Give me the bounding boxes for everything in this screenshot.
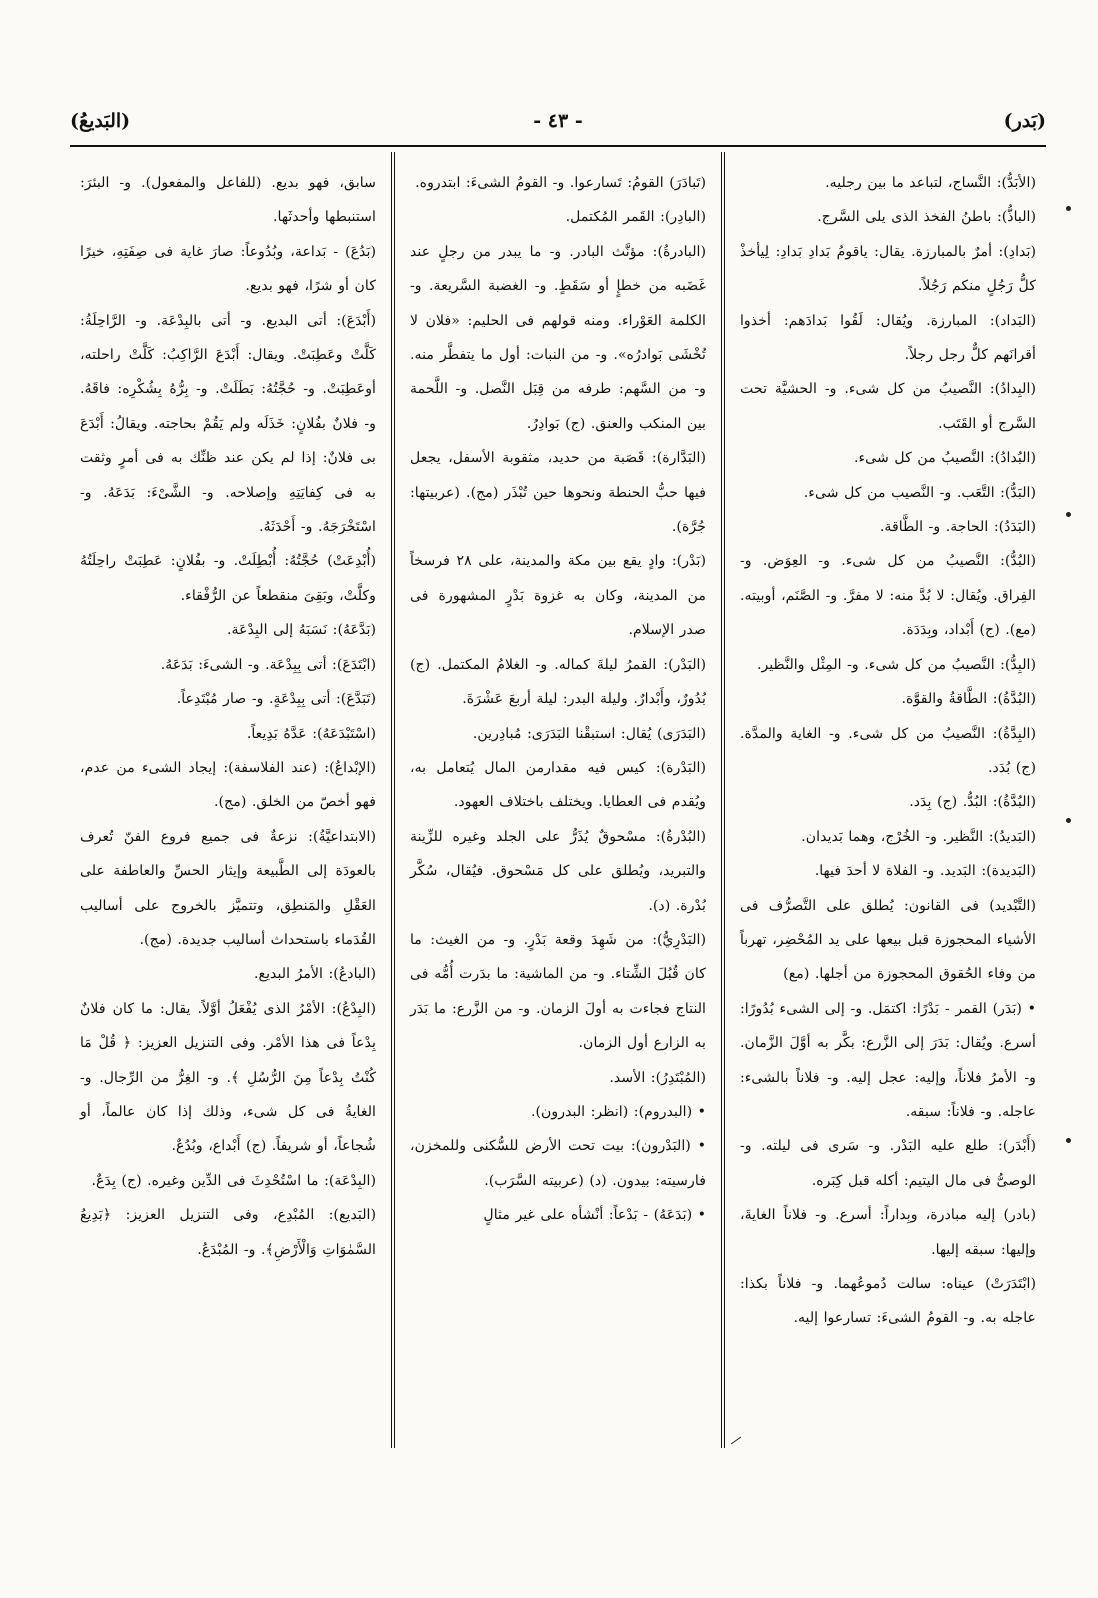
dictionary-entry: • (البدروم): (انظر: البدرون). xyxy=(530,1103,706,1120)
dictionary-entry: (الأبَدُّ): النَّساج، لتباعد ما بين رجليه. xyxy=(825,175,1036,191)
dictionary-entry: (البُدُّ): النَّصيبُ من كل شىء. و- العِوَض. و- الفِراق. ويُقال: لا بُدَّ منه: لا مفرَّ. و- الصَّنَم، أوبيته. (مع). (ج) أَبْداد، وبِدَدَة. xyxy=(739,553,1036,639)
dictionary-entry: (البادِر): القَمر المُكتمل. xyxy=(565,209,706,226)
header-root-word: (بَدر) xyxy=(1003,110,1046,132)
margin-dot xyxy=(1066,512,1071,517)
dictionary-entry: (البُدْرةُ): مسْحوقٌ يُذَرُّ على الجلد وغيره للزِّينة والتبريد، ويُطلق على كل مَسْحوق. فيُقال، سُكَّر بُدْرة. (د). xyxy=(409,828,706,914)
margin-dot xyxy=(1066,818,1071,823)
dictionary-entry: (البُدادُ): النَّصيبُ من كل شىء. xyxy=(854,450,1036,467)
dictionary-entry: (المُبْتَدِرُ): الأسد. xyxy=(609,1069,706,1086)
column-middle xyxy=(400,152,716,1448)
dictionary-entry: (بَدادِ): أمرٌ بالمبارزة. يقال: ياقومُ بَدادِ بَدادِ: لِيأخذْ كلُّ رَجُلٍ منكم رَجُلاً. xyxy=(739,243,1036,295)
dictionary-entry: (البَديدة): البَديد. و- الفلاة لا أحدَ فيها. xyxy=(814,863,1036,880)
dictionary-entry: (البَدْرِيُّ): من شَهِدَ وقعة بَدْرٍ. و- من الغيث: ما كان قُبُلَ الشِّتاء. و- من الماشية: ما بدَرت أُمُّه فى النتاج فجاءت به أولَ الزمان. و- من الزَّرع: ما بَدَر به الزارع أول الزمان. xyxy=(409,931,706,1052)
margin-dot xyxy=(1066,206,1071,211)
dictionary-entry: (أُبْدِعَتْ) حُجَّتُهُ: أُبْطِلَتْ. و- بفُلانٍ: عَطِبَتْ راحِلَتُهُ وكلَّتْ، وبَقِىَ منقطعاً عن الرُّفْقاء. xyxy=(79,553,376,604)
dictionary-entry: (البِدْعُ): الأمْرُ الذى يُفْعَلُ أوَّلاً. يقال: ما كان فلانٌ بِدْعاً فى هذا الأمْر. وفى التنزيل العزيز: ﴿ قُلْ مَا كُنْتُ بِدْعاً مِنَ الرُّسُلِ ﴾. و- الغِرُّ من الرِّجال. و- الغايةُ فى كل شىء، وذلك إذا كان عالماً، أو شُجاعاً، أو شريفاً. (ج) أَبْداع، وبُدُعٌ. xyxy=(79,1000,376,1155)
column-divider xyxy=(391,152,395,1448)
columns xyxy=(70,152,1046,1448)
dictionary-entry: (البِدَّةُ): النَّصيبُ من كل شىء. و- الغاية والمدَّة. (ج) بُدَد. xyxy=(739,725,1036,776)
dictionary-entry: (البُدَّةُ): الطَّاقةُ والقوَّة. xyxy=(901,691,1036,708)
dictionary-entry: (بَدْر): وادٍ يقع بين مكة والمدينة، على ٢٨ فرسخاً من المدينة، وكان به غزوة بَدْرٍ المشهورة فى صدر الإسلام. xyxy=(409,553,706,639)
dictionary-entry: (البَدَدُ): الحاجة. و- الطَّاقة. xyxy=(879,519,1036,536)
dictionary-entry: (أَبْدَعَ): أتى البديع. و- أتى بالبِدْعَة. و- الرَّاحِلَةُ: كَلَّتْ وعَطِبَتْ. ويقال: أَبْدَعَ الرَّاكِبُ: كَلَّتْ راحلته، أوعَطِبَتْ. و- حُجَّتُهُ: بَطَلَتْ. و- بِرُّهُ بِشُكْرِه: فاقَهُ. و- فلانٌ بفُلانٍ: خَذَلَه ولم يَقُمْ بحاجته. ويقالُ: أَبْدَعَ بى فلانٌ: إذا لم يكن عند ظنِّك به فى أمرٍ وثقت به فى كِفايَتِهِ وإصلاحه. و- الشَّىْءَ: بَدَعَهُ. و- اسْتَخْرَجَهُ. و- أَحْدَثَهُ. xyxy=(79,312,376,536)
dictionary-entry: (البادعُ): الأمرُ البديع. xyxy=(254,966,376,983)
header-rule xyxy=(70,145,1046,147)
page-header xyxy=(70,104,1046,138)
dictionary-entry: (اسْتَبْدَعَهُ): عَدَّهُ بَدِيعاً. xyxy=(246,725,376,742)
dictionary-entry: (تَبادَرَ) القومُ: تَسارعوا. و- القومُ الشىءَ: ابتدروه. xyxy=(415,175,706,191)
dictionary-entry: (أَبْدَر): طلع عليه البَدْر. و- سَرى فى ليلته. و- الوصىُّ فى مال اليتيم: أكله قبل كِبَره. xyxy=(739,1138,1036,1189)
dictionary-entry: (ابْتَدَعَ): أتى بِبِدْعَة. و- الشىءَ: بَدَعَهُ. xyxy=(160,656,376,673)
dictionary-entry: (الإبْداعُ): (عند الفلاسفة): إيجاد الشىء من عدم، فهو أخصّ من الخلق. (مج). xyxy=(79,759,376,811)
dictionary-entry: • (البَدْرون): بيت تحت الأرض للسُّكنى وللمخزن، فارسيته: بيدون. (د) (عربيته السَّرَب). xyxy=(409,1138,706,1189)
dictionary-entry: (تَبَدَّعَ): أتى بِبِدْعَةٍ. و- صار مُبْتَدِعاً. xyxy=(176,691,376,708)
dictionary-entry: (الابتداعيَّةُ): نزعةٌ فى جميع فروع الفنّ تُعرف بالعودَة إلى الطَّبيعة وإيثار الحسِّ والعاطفة على العَقْلِ والمَنطِق، وتتميَّز بالخروج على أساليب القُدَماء باستحداث أساليب جديدة. (مج). xyxy=(79,828,376,948)
dictionary-entry: (البِدْعَة): ما اسْتُحْدِثَ فى الدِّين وغيره. (ج) بِدَعٌ. xyxy=(91,1172,376,1189)
dictionary-entry: (ابْتَدَرَتْ) عيناه: سالت دُموعُهما. و- فلاناً بكذا: عاجله به. و- القومُ الشىءَ: تسارعوا إليه. xyxy=(739,1276,1036,1327)
dictionary-entry: (البَديع): المُبْدِع، وفى التنزيل العزيز: ﴿بَدِيعُ السَّمٰوَاتِ وَالْأَرْضِ﴾. و- المُبْدَعُ. xyxy=(79,1207,376,1258)
dictionary-entry: سابق، فهو بديع. (للفاعل والمفعول). و- البئرَ: استنبطها وأحدثَها. xyxy=(79,175,376,226)
dictionary-entry: (البَدَرَى) يُقال: استبقْنا البَدَرَى: مُبادِرين. xyxy=(472,725,706,742)
column-divider xyxy=(721,152,725,1448)
dictionary-entry: (البِدادُ): النَّصيبُ من كل شىء. و- الحشيَّة تحت السَّرج أو القَتَب. xyxy=(739,381,1036,432)
dictionary-entry: (البادرةُ): مؤنَّث البادر. و- ما يبدر من رجلٍ عند غَضَبه من خطإٍ أو سَقَطٍ. و- الغضبة السَّريعة. و- الكلمة العَوْراء. ومنه قولهم فى الحليم: «فلان لا تُخْشَى بَوادرُه». و- من النبات: أول ما يتفطَّر منه. و- من السَّهم: طرفه من قِبَل النَّصل. و- اللَّحمة بين المنكب والعنق. (ج) بَوادِرُ. xyxy=(409,243,706,432)
dictionary-entry: (بادر) إليه مبادرة، وبِداراً: أسرع. و- فلاناً الغايةَ، وإليها: سبقه إليها. xyxy=(739,1207,1036,1258)
column-left xyxy=(70,152,386,1448)
header-last-word: (البَديعُ) xyxy=(70,110,131,132)
dictionary-entry: • (بَدَر) القمر - بَدْرًا: اكتمَل. و- إلى الشىء بُدُورًا: أسرع. ويُقال: بَدَرَ إلى الزَّرع: بكَّر به أوَّلَ الزَّمان. و- الأمرُ فلاناً، وإليه: عجل إليه. و- فلاناً بالشىء: عاجله. و- فلاناً: سبقه. xyxy=(739,1000,1036,1120)
page-number: - ٤٣ - xyxy=(533,110,583,132)
dictionary-entry: (البَديدُ): النَّظير. و- الخُرْج، وهما بَديدان. xyxy=(801,828,1036,845)
dictionary-entry: (البَدْرة): كيس فيه مقدارمن المال يُتعامل به، ويُقدم فى العطايا. ويختلف باختلاف العهود. xyxy=(409,759,706,811)
dictionary-entry: (البَدُّ): التَّعَب. و- النَّصيب من كل شىء. xyxy=(803,484,1036,501)
dictionary-entry: (البَداد): المبارزة. ويُقال: لَقُوا بَدادَهم: أخذوا أقرانَهم كلٌّ رجل رجلاً. xyxy=(739,312,1036,364)
dictionary-entry: (بَدُعَ) - بَداعة، وبُدُوعاً: صارَ غاية فى صِفَتِهِ، خيرًا كان أو شرًا، فهو بديع. xyxy=(79,243,376,295)
dictionary-entry: (التَّبْديد) فى القانون: يُطلق على التَّصرُّف فى الأشياء المحجوزة قبل بيعها على يد المُحْضِر، تهرباً من وفاء الحُقوق المحجوزة من أجلها. (مع) xyxy=(739,897,1036,983)
dictionary-entry: (البُدَّةُ): البُدُّ. (ج) بِدَد. xyxy=(909,794,1036,811)
dictionary-entry: • (بَدَعَهُ) - بَدْعاً: أنْشأه على غير مثالٍ xyxy=(483,1207,706,1224)
dictionary-entry: (البِدُّ): النَّصيبُ من كل شىء. و- المِثْل والنَّظير. xyxy=(756,656,1036,673)
column-right xyxy=(730,152,1046,1448)
margin-dot xyxy=(1066,1138,1071,1143)
dictionary-entry: (البَدْر): القمرُ ليلةَ كماله. و- الغلامُ المكتمل. (ج) بُدُورٌ، وأَبْدارٌ. وليلة البدر: ليلة أربعَ عَشْرَةَ. xyxy=(409,656,706,708)
dictionary-entry: (بَدَّعَهُ): نَسَبَهُ إلى البِدْعَة. xyxy=(226,622,376,639)
dictionary-entry: (البَدَّارة): قَصَبة من حديد، مثقوبة الأسفل، يجعل فيها حبُّ الحنطة ونحوها حين تُبْذَر (مج). (عربيتها: جُرَّة). xyxy=(409,450,706,536)
dictionary-entry: (الباذُّ): باطنُ الفخذ الذى يلى السَّرج. xyxy=(817,209,1036,226)
